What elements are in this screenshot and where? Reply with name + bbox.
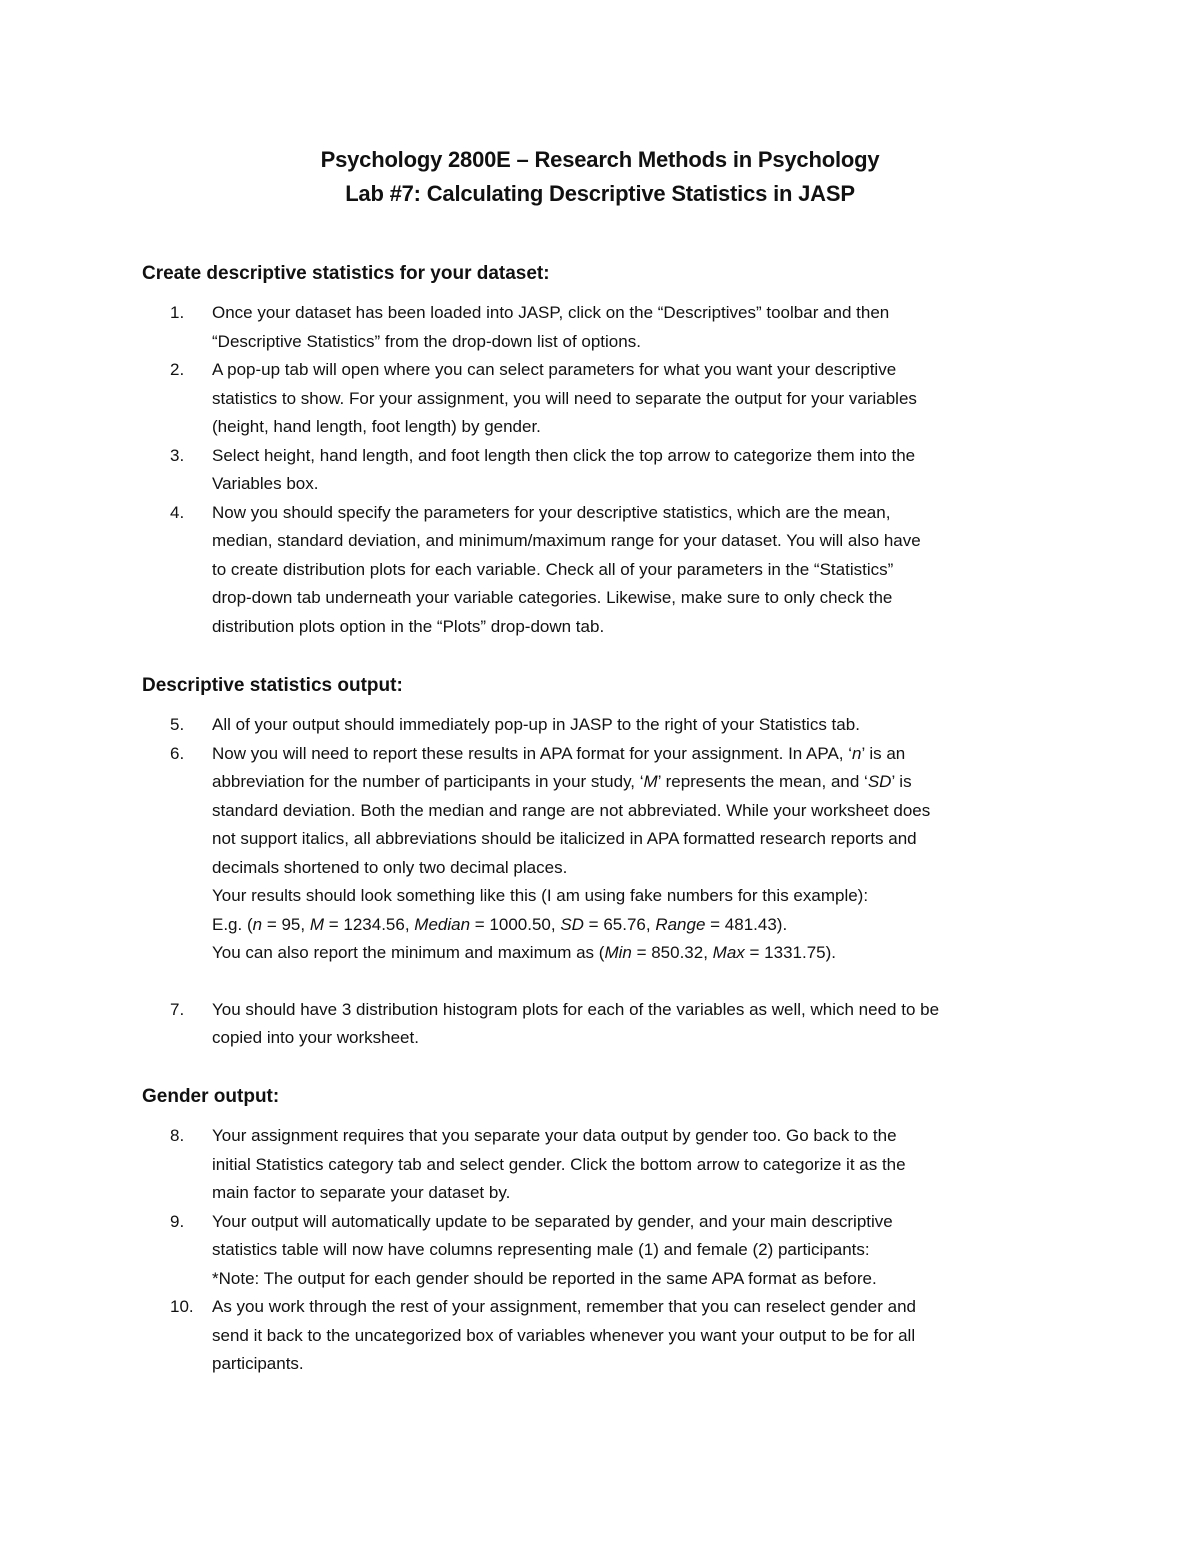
item-line: A pop-up tab will open where you can select parameters for what you want your descriptive <box>212 360 897 379</box>
list-item <box>142 356 1072 442</box>
item-line: Your output will automatically update to be separated by gender, and your main descriptive <box>212 1211 893 1231</box>
list-item <box>142 499 1072 642</box>
item-line: copied into your worksheet. <box>212 1028 419 1047</box>
item-line: Once your dataset has been loaded into JASP, click on the “Descriptives” toolbar and then <box>212 303 890 322</box>
list-item <box>142 1208 1072 1294</box>
item-number: 10. <box>170 1297 194 1316</box>
abbrev-sd: SD <box>867 772 892 791</box>
list-item <box>142 711 1072 740</box>
item-line: statistics to show. For your assignment, you will need to separate the output for your variables <box>212 388 917 408</box>
section-create-descriptives <box>142 260 1072 641</box>
item-line: send it back to the uncategorized box of variables whenever you want your output to be for all <box>212 1325 916 1345</box>
item-line: decimals shortened to only two decimal places. <box>212 857 568 877</box>
item-line: initial Statistics category tab and select gender. Click the bottom arrow to categorize it as the <box>212 1154 906 1174</box>
lab-title: Lab #7: Calculating Descriptive Statistics in JASP <box>345 181 855 206</box>
item-line: Your results should look something like this (I am using fake numbers for this example): <box>212 886 869 905</box>
item-number: 9. <box>170 1211 185 1231</box>
item-line: Select height, hand length, and foot length then click the top arrow to categorize them into the <box>212 445 916 465</box>
item-line: Your assignment requires that you separate your data output by gender too. Go back to the <box>212 1126 897 1145</box>
section-descriptives-output <box>142 672 1072 1053</box>
item-line: participants. <box>212 1354 304 1373</box>
item-number: 1. <box>170 303 185 322</box>
item-line: *Note: The output for each gender should be reported in the same APA format as before. <box>212 1268 877 1288</box>
item-line: main factor to separate your dataset by. <box>212 1183 511 1202</box>
item-number: 7. <box>170 999 185 1019</box>
item-line: All of your output should immediately pop-up in JASP to the right of your Statistics tab. <box>212 715 860 734</box>
item-line: not support italics, all abbreviations should be italicized in APA formatted research reports and <box>212 829 917 848</box>
list-item <box>142 1293 1072 1379</box>
instruction-list <box>142 711 1072 1053</box>
item-line: distribution plots option in the “Plots” drop-down tab. <box>212 616 605 636</box>
abbrev-n: n <box>852 743 862 763</box>
example-line: E.g. (n = 95, M = 1234.56, Median = 1000.50, SD = 65.76, Range = 481.43). <box>212 914 788 934</box>
item-line: statistics table will now have columns representing male (1) and female (2) participants: <box>212 1240 870 1259</box>
item-line: abbreviation for the number of participants in your study, ‘M’ represents the mean, and ‘SD’ is <box>212 772 912 791</box>
section-heading: Descriptive statistics output: <box>142 675 403 696</box>
item-line: to create distribution plots for each variable. Check all of your parameters in the “Statistics” <box>212 559 894 579</box>
section-gender-output <box>142 1083 1072 1379</box>
item-line: You should have 3 distribution histogram plots for each of the variables as well, which need to be <box>212 999 940 1019</box>
list-item <box>142 1122 1072 1208</box>
item-number: 6. <box>170 743 185 763</box>
item-line: standard deviation. Both the median and range are not abbreviated. While your worksheet does <box>212 800 931 820</box>
instruction-list <box>142 1122 1072 1379</box>
item-line: Now you should specify the parameters for your descriptive statistics, which are the mean, <box>212 502 891 522</box>
list-item <box>142 299 1072 356</box>
section-heading: Create descriptive statistics for your dataset: <box>142 263 550 284</box>
item-number: 2. <box>170 360 185 379</box>
list-item <box>142 740 1072 968</box>
item-line: drop-down tab underneath your variable categories. Likewise, make sure to only check the <box>212 588 893 607</box>
document-title <box>0 143 1200 211</box>
list-item <box>142 442 1072 499</box>
item-line: “Descriptive Statistics” from the drop-down list of options. <box>212 331 641 351</box>
abbrev-m: M <box>643 772 658 791</box>
item-number: 3. <box>170 445 185 465</box>
course-title: Psychology 2800E – Research Methods in Psychology <box>320 147 880 172</box>
item-line: (height, hand length, foot length) by gender. <box>212 417 541 436</box>
item-line: Variables box. <box>212 474 319 493</box>
minmax-line: You can also report the minimum and maximum as (Min = 850.32, Max = 1331.75). <box>212 943 837 962</box>
list-item <box>142 996 1072 1053</box>
instruction-list <box>142 299 1072 641</box>
item-line: median, standard deviation, and minimum/maximum range for your dataset. You will also have <box>212 531 921 550</box>
item-number: 4. <box>170 502 185 522</box>
item-line: As you work through the rest of your assignment, remember that you can reselect gender and <box>212 1297 916 1316</box>
item-number: 8. <box>170 1126 185 1145</box>
section-heading: Gender output: <box>142 1086 280 1107</box>
item-line: Now you will need to report these results in APA format for your assignment. In APA, ‘n’ is an <box>212 743 906 763</box>
item-number: 5. <box>170 715 185 734</box>
